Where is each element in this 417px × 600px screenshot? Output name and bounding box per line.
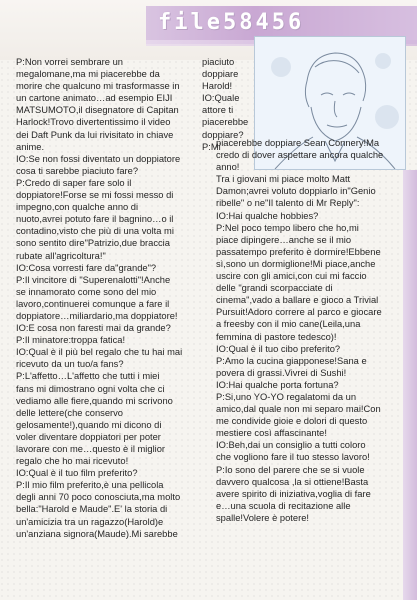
article-right-column: piacerebbe doppiare Sean Connery!Ma credo di dover aspettare ancora qualche anno! Tra i giovani mi piace molto Matt Damon;avrei voluto doppiarlo in"Genio ribelle" o ne"Il talento di Mr Reply": IO:Hai qualche hobbies? P:Nel poco tempo libero che ho,mi piace dipingere…anche se il mio passatempo preferito è dormire!Ebbene sì,sono un dormiglione!Mi piace,anche uscire con gli amici,con cui mi faccio delle "grandi scorpacciate di cinema",vado a ballare e gioco a Trivial Pursuit!Adoro correre al parco e giocare a freesby con il mio cane(Leila,una femmina di pastore tedesco)! IO:Qual è il tuo cibo preferito? P:Amo la cucina giapponese!Sana e povera di grassi.Vivrei di Sushi! IO:Hai qualche porta fortuna? P:Si,uno YO-YO regalatomi da un amico,dal quale non mi separo mai!Con me condivide gioie e dolori di questo mestiere così affascinante! IO:Beh,dai un consiglio a tutti coloro che vogliono fare il tuo stesso lavoro! P:Io sono del parere che se si vuole davvero qualcosa ,la si ottiene!Basta avere spirito di iniziativa,voglia di fare e…una scuola di recitazione alle spalle!Volere è potere! [216, 138, 384, 523]
article-top-right-column: piaciuto doppiare Harold! IO:Quale attore ti piacerebbe doppiare? P:Mi [202, 57, 249, 152]
file-label: file58456 [158, 10, 305, 35]
article-left-column: P:Non vorrei sembrare un megalomane,ma mi piacerebbe da morire che qualcuno mi trasformasse in un cartone animato…ad esempio EIJI MATSUMOTO,il disegnatore di Capitan Harlock!Trovo divertentissimo il video dei Daft Punk da lui rivisitato in chiave anime. IO:Se non fossi diventato un doppiatore cosa ti sarebbe piaciuto fare? P:Credo di saper fare solo il doppiatore!Forse se mi fossi messo di impegno,con qualche anno di nuoto,avrei potuto fare il bagnino…o il contadino,visto che più di una volta mi sono sentito dire"Patrizio,due braccia rubate all'agricoltura!" IO:Cosa vorresti fare da"grande"? P:Il vincitore di "Superenalotti"!Anche se innamorato come sono del mio lavoro,continuerei comunque a fare il doppiatore…miliardario,ma doppiatore! IO:E cosa non faresti mai da grande? P:Il minatore:troppa fatica! IO:Qual è il più bel regalo che tu hai mai ricevuto da un tuo/a fans? P:L'affetto…L'affetto che tutti i miei fans mi dimostrano ogni volta che ci vediamo alle fiere,quando mi scrivono delle lettere(che conservo gelosamente!),quando mi dicono di voler diventare doppiatori per poter lavorare con me…questo è il miglior regalo che ho mai ricevuto! IO:Qual è il tuo film preferito? P:Il mio film preferito,è una pellicola degli anni 70 poco conosciuta,ma molto bella:"Harold e Maude".E' la storia di un'amicizia tra un ragazzo(Harold)e un'anziana signora(Maude).Mi sarebbe [16, 57, 183, 539]
